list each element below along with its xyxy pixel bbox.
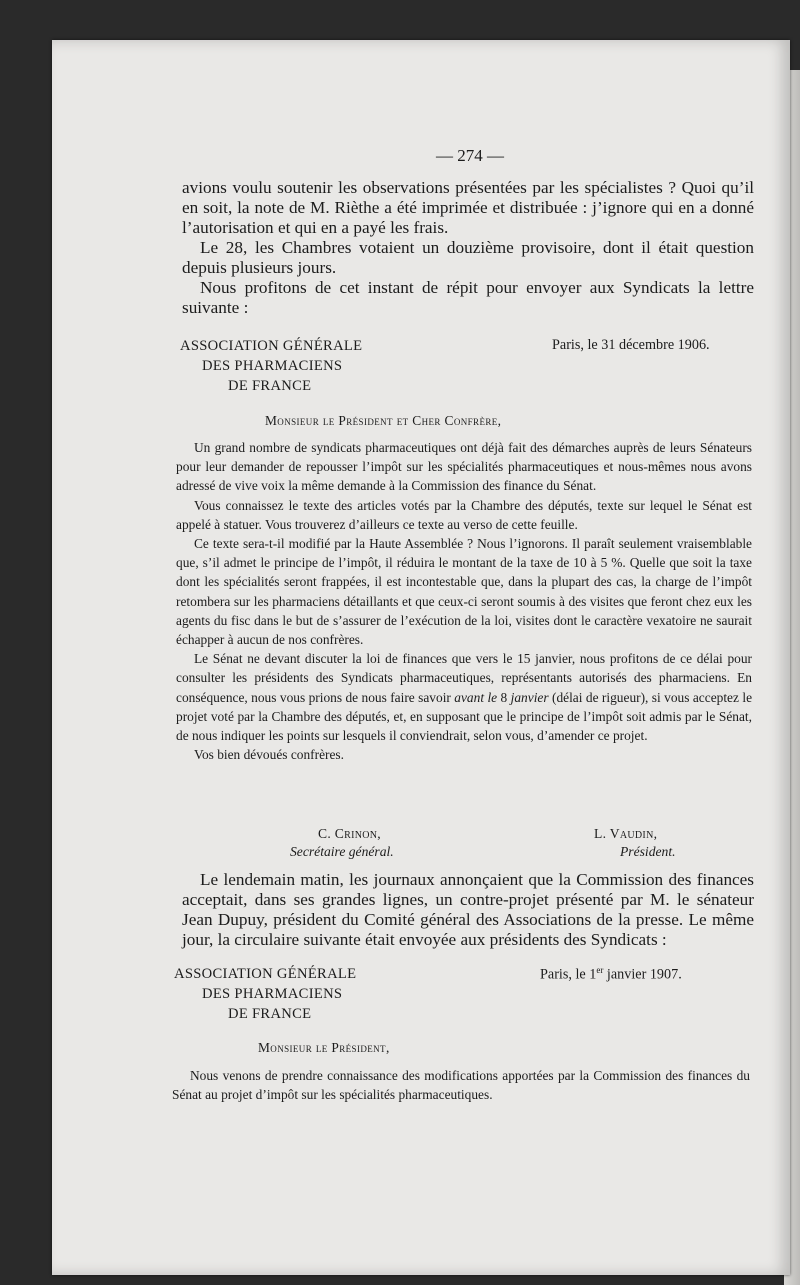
p4-italic-a: avant le	[454, 689, 498, 705]
signer1-name: C. Crinon,	[318, 826, 381, 841]
letter1-salutation: Monsieur le Président et Cher Confrère,	[265, 413, 502, 428]
p4-italic-b: janvier	[510, 689, 549, 705]
letter1-closing: Vos bien dévoués confrères.	[194, 747, 344, 763]
letter1-body	[176, 438, 752, 764]
p4-text-c: (délai de rigueur), si vous acceptez le projet voté par la Chambre des députés, et, en supposant que le principe de l’impôt soit admis par le Sénat, de nous indiquer les points sur lesquels il conviendrait, selon vous, d’amender ce projet.	[176, 689, 753, 744]
letter1-assoc-line-2: DES PHARMACIENS	[202, 358, 343, 374]
letter2-date-b: janvier 1907.	[603, 966, 682, 983]
letter2-assoc-line-3: DE FRANCE	[228, 1006, 312, 1022]
intro-text	[182, 178, 754, 318]
intro-paragraph-1: avions voulu soutenir les observations présentées par les spécialistes ? Quoi qu’il en soit, la note de M. Rièthe a été imprimée et distribuée : j’ignore qui en a donné l’autorisation et qui en a payé les frais.	[182, 178, 754, 237]
page-number: — 274 —	[436, 146, 504, 165]
letter2-date	[540, 965, 682, 984]
signer2-title: Président.	[620, 844, 676, 859]
middle-paragraph: Le lendemain matin, les journaux annonçaient que la Commission des finances acceptait, dans ses grandes lignes, un contre-projet présenté par M. le sénateur Jean Dupuy, président du Comité général des Associations de la presse. Le même jour, la circulaire suivante était envoyée aux présidents des Syndicats :	[182, 870, 754, 949]
letter1-paragraph-2: Vous connaissez le texte des articles votés par la Chambre des députés, texte sur lequel le Sénat est appelé à statuer. Vous trouverez d’ailleurs ce texte au verso de cette feuille.	[176, 497, 752, 532]
letter1-paragraph-1: Un grand nombre de syndicats pharmaceutiques ont déjà fait des démarches auprès de leurs Sénateurs pour leur demander de repousser l’impôt sur les spécialités pharmaceutiques et nous-mêmes nous avons adressé de vive voix la même demande à la Commission des finance du Sénat.	[176, 440, 752, 494]
letter1-date: Paris, le 31 décembre 1906.	[552, 337, 710, 353]
p4-text-a: Le Sénat ne devant discuter la loi de finances que vers le 15 janvier, nous profitons de ce délai pour consulter les présidents des Syndicats pharmaceutiques, représentants autorisés des pharmaciens. En conséquence, nous vous prions de nous faire savoir	[176, 651, 752, 705]
letter1-paragraph-3: Ce texte sera-t-il modifié par la Haute Assemblée ? Nous l’ignorons. Il paraît seulement vraisemblable que, s’il admet le principe de l’impôt, il réduira le montant de la taxe de 10 à 5 %. Quelle que soit la taxe dont les spécialités seront frappées, il est incontestable que, dans la plupart des cas, la charge de l’impôt retombera sur les pharmaciens détaillants et que ceux-ci seront soumis à des visites que feront chez eux les agents du fisc dans le but de s’assurer de l’exécution de la loi, visites dont le caractère vexatoire ne saurait échapper à aucun de nos confrères.	[176, 536, 752, 648]
letter2-paragraph: Nous venons de prendre connaissance des modifications apportées par la Commission des finances du Sénat au projet d’impôt sur les spécialités pharmaceutiques.	[172, 1068, 750, 1103]
intro-paragraph-2: Le 28, les Chambres votaient un douzième provisoire, dont il était question depuis plusieurs jours.	[182, 238, 754, 277]
letter2-assoc-line-1: ASSOCIATION GÉNÉRALE	[174, 966, 357, 982]
letter1-paragraph-4	[176, 649, 752, 745]
letter1-assoc-line-1: ASSOCIATION GÉNÉRALE	[180, 338, 363, 354]
p4-text-b: 8	[497, 689, 511, 705]
letter2-date-a: Paris, le 1	[540, 966, 597, 983]
signer2-name: L. Vaudin,	[594, 826, 658, 841]
letter1-assoc-line-3: DE FRANCE	[228, 378, 312, 394]
intro-paragraph-3: Nous profitons de cet instant de répit pour envoyer aux Syndicats la lettre suivante :	[182, 278, 754, 317]
letter2-date-sup: er	[596, 965, 604, 975]
letter2-salutation: Monsieur le Président,	[258, 1040, 390, 1055]
signer1-title: Secrétaire général.	[290, 844, 394, 859]
letter2-assoc-line-2: DES PHARMACIENS	[202, 986, 343, 1002]
